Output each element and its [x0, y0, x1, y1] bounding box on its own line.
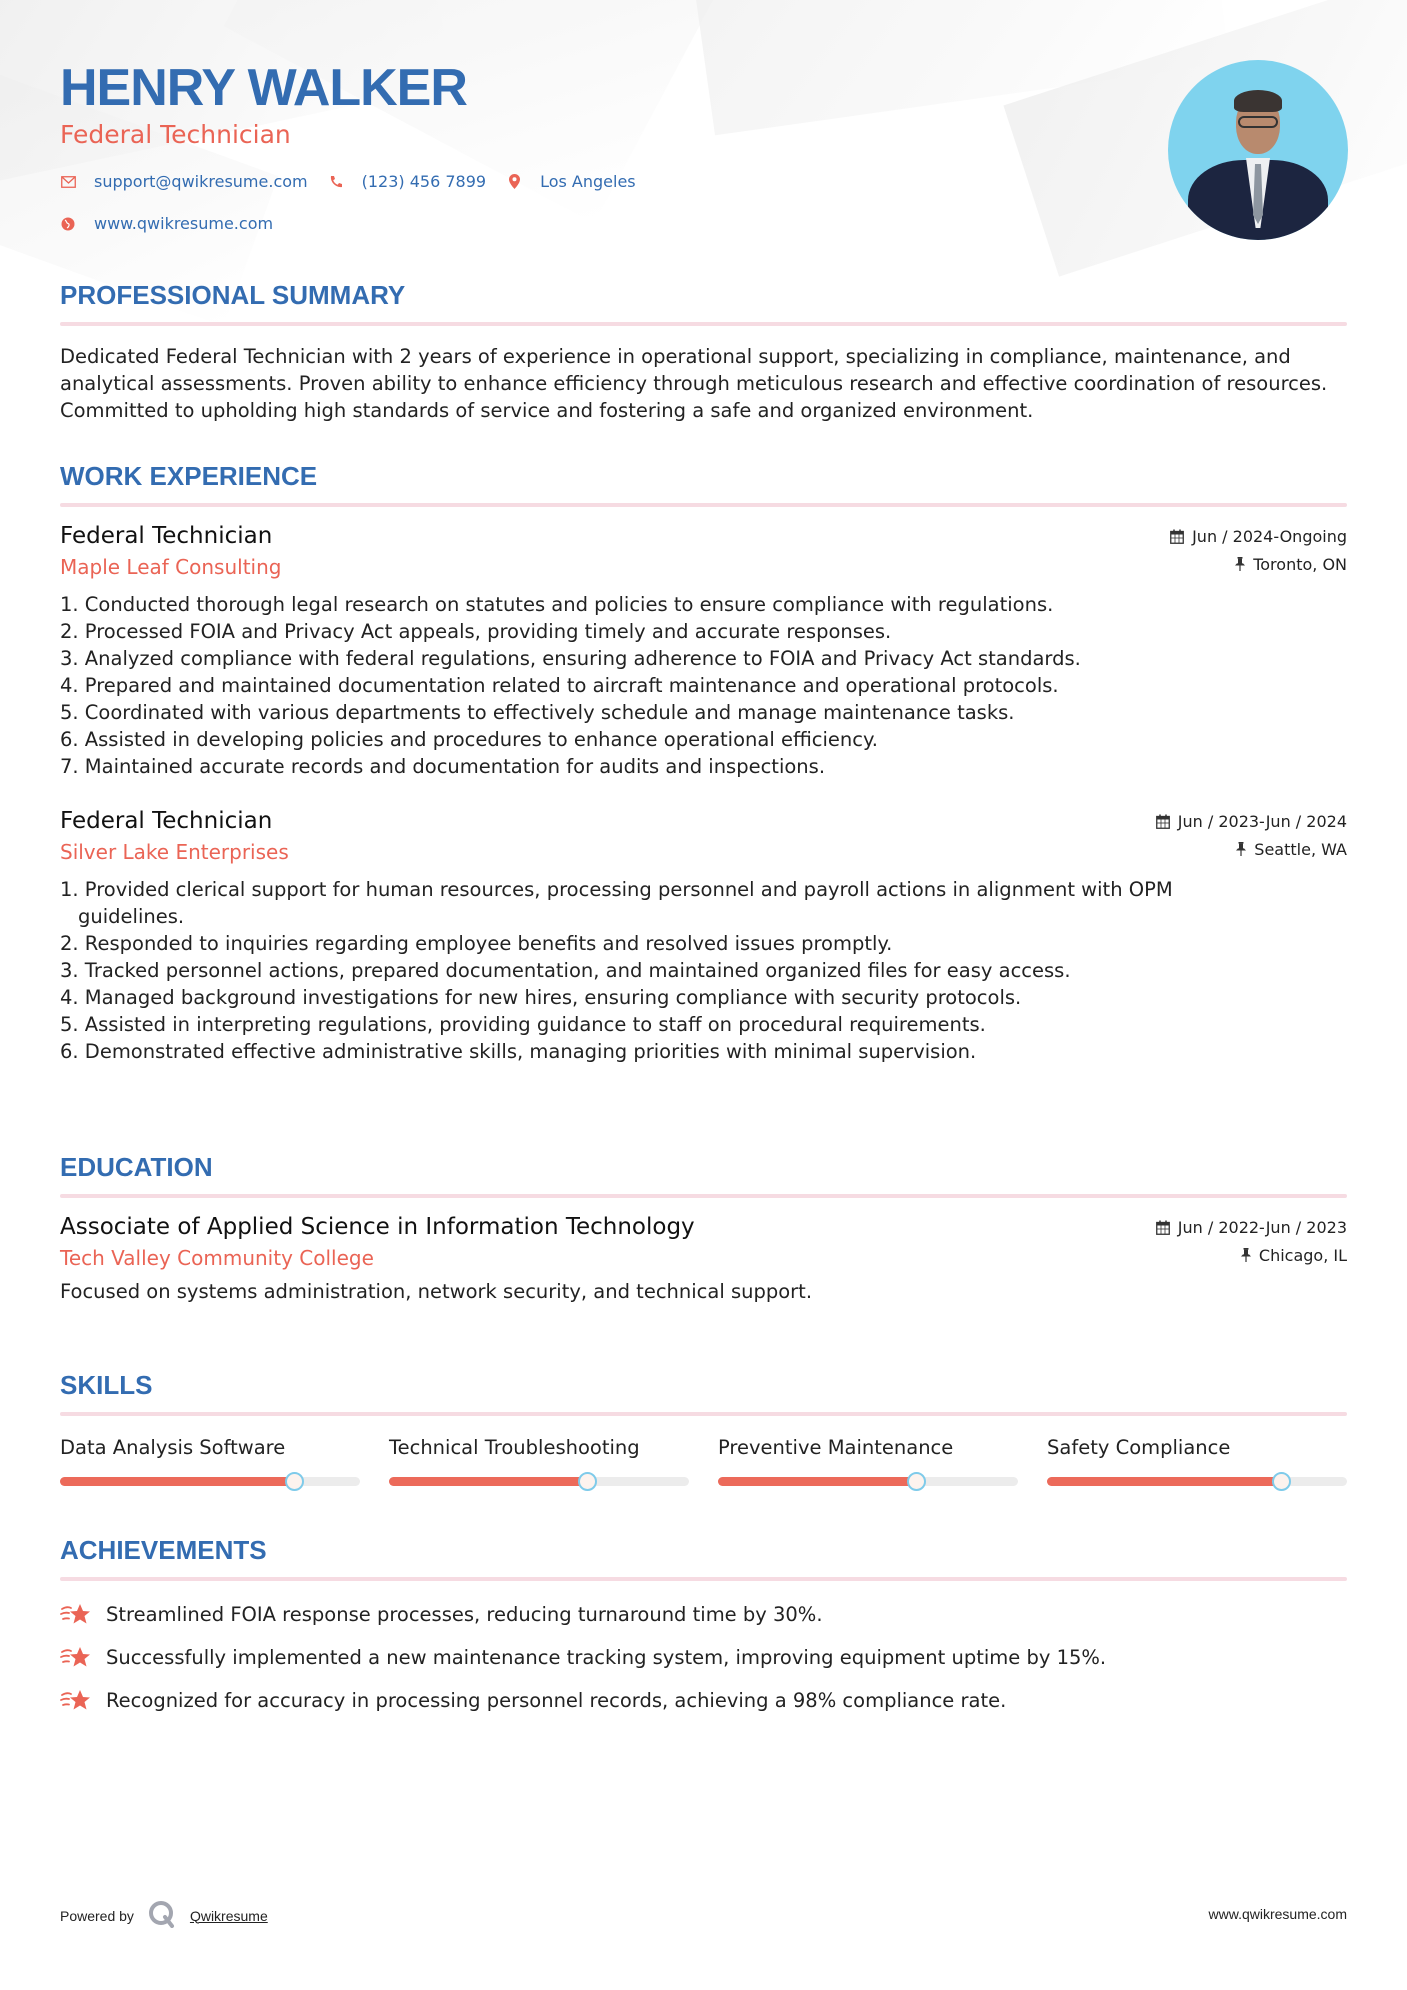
- education-heading: EDUCATION: [60, 1152, 213, 1182]
- section-divider: [60, 1194, 1347, 1198]
- profile-photo: [1168, 60, 1348, 240]
- job-company: Maple Leaf Consulting: [60, 555, 282, 579]
- bullet-item: 2. Processed FOIA and Privacy Act appeals, providing timely and accurate responses.: [60, 620, 892, 643]
- location-text: Los Angeles: [540, 172, 636, 191]
- degree-title: Associate of Applied Science in Information Technology: [60, 1214, 695, 1240]
- job-entry: [60, 523, 1347, 780]
- skill-level-fill: [389, 1477, 587, 1486]
- candidate-name: HENRY WALKER: [60, 59, 467, 117]
- job-entry: [60, 808, 1347, 1065]
- education-section: [60, 1152, 1347, 1305]
- contact-email[interactable]: [60, 172, 308, 191]
- section-divider: [60, 322, 1347, 326]
- map-marker-icon: [506, 174, 522, 190]
- education-dates: [1156, 1218, 1347, 1237]
- skill-item: [1047, 1436, 1347, 1486]
- experience-section: [60, 461, 1347, 1065]
- qwikresume-link[interactable]: Qwikresume: [189, 1907, 268, 1924]
- job-title: Federal Technician: [60, 808, 273, 834]
- bullet-item: 1. Conducted thorough legal research on statutes and policies to ensure compliance with regulations.: [60, 593, 1054, 616]
- summary-section: [60, 280, 1347, 424]
- job-dates: [1170, 527, 1347, 546]
- contact-row: [60, 172, 656, 191]
- bullet-item: 5. Coordinated with various departments to effectively schedule and manage maintenance tasks.: [60, 701, 1015, 724]
- bullet-item: 4. Managed background investigations for new hires, ensuring compliance with security protocols.: [60, 986, 1022, 1009]
- job-company: Silver Lake Enterprises: [60, 840, 289, 864]
- skill-item: [718, 1436, 1018, 1486]
- achievement-item: [60, 1644, 1347, 1670]
- calendar-icon: [1170, 529, 1184, 544]
- education-dates-text: Jun / 2022-Jun / 2023: [1177, 1217, 1347, 1237]
- school-name: Tech Valley Community College: [60, 1246, 374, 1270]
- experience-heading: WORK EXPERIENCE: [60, 461, 318, 491]
- education-description: Focused on systems administration, network security, and technical support.: [60, 1280, 813, 1303]
- footer-website[interactable]: www.qwikresume.com: [1208, 1906, 1347, 1922]
- skill-level-fill: [718, 1477, 916, 1486]
- job-dates-text: Jun / 2023-Jun / 2024: [1177, 811, 1347, 831]
- job-location: [1235, 555, 1347, 574]
- bullet-item: 4. Prepared and maintained documentation related to aircraft maintenance and operational protocols.: [60, 674, 1059, 697]
- skill-item: [389, 1436, 689, 1486]
- achievements-section: [60, 1535, 1347, 1713]
- shooting-star-icon: [60, 1687, 92, 1713]
- calendar-icon: [1156, 814, 1170, 829]
- skill-level-bar: [389, 1477, 689, 1486]
- phone-icon: [328, 174, 344, 190]
- candidate-title: Federal Technician: [60, 120, 291, 149]
- achievements-heading: ACHIEVEMENTS: [60, 1535, 267, 1565]
- skill-level-handle: [907, 1472, 926, 1491]
- pushpin-icon: [1241, 1248, 1251, 1262]
- globe-icon: [60, 216, 76, 232]
- contact-location: [506, 172, 636, 191]
- skill-name: Preventive Maintenance: [718, 1436, 954, 1459]
- achievement-text: Streamlined FOIA response processes, reducing turnaround time by 30%.: [106, 1602, 823, 1626]
- shooting-star-icon: [60, 1601, 92, 1627]
- bullet-item: 6. Assisted in developing policies and procedures to enhance operational efficiency.: [60, 728, 878, 751]
- section-divider: [60, 1412, 1347, 1416]
- job-location-text: Toronto, ON: [1253, 554, 1347, 574]
- achievement-text: Successfully implemented a new maintenance tracking system, improving equipment uptime by 15%.: [106, 1645, 1107, 1669]
- summary-text: Dedicated Federal Technician with 2 years of experience in operational support, specializing in compliance, maintenance, and analytical assessments. Proven ability to enhance efficiency through meticulous research and effective coordination of resources. Committed to upholding high standards of service and fostering a safe and organized environment.: [60, 345, 1328, 422]
- calendar-icon: [1156, 1220, 1170, 1235]
- skills-list: [60, 1436, 1347, 1486]
- bullet-item: 3. Tracked personnel actions, prepared documentation, and maintained organized files for easy access.: [60, 959, 1071, 982]
- job-location: [1236, 840, 1347, 859]
- achievement-text: Recognized for accuracy in processing personnel records, achieving a 98% compliance rate.: [106, 1688, 1007, 1712]
- achievement-item: [60, 1601, 1347, 1627]
- contact-phone[interactable]: [328, 172, 486, 191]
- skill-level-fill: [1047, 1477, 1281, 1486]
- skill-level-bar: [718, 1477, 1018, 1486]
- phone-text: (123) 456 7899: [361, 172, 487, 191]
- job-dates: [1156, 812, 1347, 831]
- pushpin-icon: [1236, 842, 1246, 856]
- skill-level-bar: [1047, 1477, 1347, 1486]
- education-location: [1241, 1246, 1347, 1265]
- shooting-star-icon: [60, 1644, 92, 1670]
- website-row: [60, 214, 293, 233]
- bullet-item: 6. Demonstrated effective administrative skills, managing priorities with minimal supervision.: [60, 1040, 977, 1063]
- achievements-list: [60, 1601, 1347, 1713]
- section-divider: [60, 503, 1347, 507]
- bullet-item: 7. Maintained accurate records and documentation for audits and inspections.: [60, 755, 826, 778]
- section-divider: [60, 1577, 1347, 1581]
- footer-powered-by: [60, 1900, 268, 1931]
- skills-section: [60, 1370, 1347, 1486]
- skill-level-fill: [60, 1477, 294, 1486]
- job-location-text: Seattle, WA: [1254, 839, 1347, 859]
- email-text: support@qwikresume.com: [94, 172, 308, 191]
- pushpin-icon: [1235, 557, 1245, 571]
- bullet-item: 1. Provided clerical support for human resources, processing personnel and payroll actions in alignment with OPM guidelines.: [60, 878, 1173, 928]
- skills-heading: SKILLS: [60, 1370, 153, 1400]
- education-location-text: Chicago, IL: [1258, 1245, 1347, 1265]
- summary-heading: PROFESSIONAL SUMMARY: [60, 280, 406, 310]
- bullet-item: 5. Assisted in interpreting regulations, providing guidance to staff on procedural requirements.: [60, 1013, 986, 1036]
- bullet-item: 2. Responded to inquiries regarding employee benefits and resolved issues promptly.: [60, 932, 893, 955]
- job-bullets: [60, 591, 1347, 780]
- envelope-icon: [60, 174, 76, 190]
- achievement-item: [60, 1687, 1347, 1713]
- skill-name: Safety Compliance: [1047, 1436, 1231, 1459]
- skill-name: Data Analysis Software: [60, 1436, 286, 1459]
- bullet-item: 3. Analyzed compliance with federal regulations, ensuring adherence to FOIA and Privacy Act standards.: [60, 647, 1081, 670]
- skill-level-handle: [578, 1472, 597, 1491]
- skill-level-bar: [60, 1477, 360, 1486]
- skill-level-handle: [285, 1472, 304, 1491]
- job-bullets: [60, 876, 1260, 1065]
- job-dates-text: Jun / 2024-Ongoing: [1192, 526, 1347, 546]
- skill-item: [60, 1436, 360, 1486]
- skill-name: Technical Troubleshooting: [389, 1436, 640, 1459]
- website-text: www.qwikresume.com: [94, 214, 274, 233]
- qwikresume-logo-icon: [148, 1900, 176, 1931]
- job-title: Federal Technician: [60, 523, 273, 549]
- contact-website[interactable]: [60, 214, 273, 233]
- skill-level-handle: [1272, 1472, 1291, 1491]
- powered-by-label: Powered by: [60, 1907, 134, 1924]
- education-entry: [60, 1214, 1347, 1305]
